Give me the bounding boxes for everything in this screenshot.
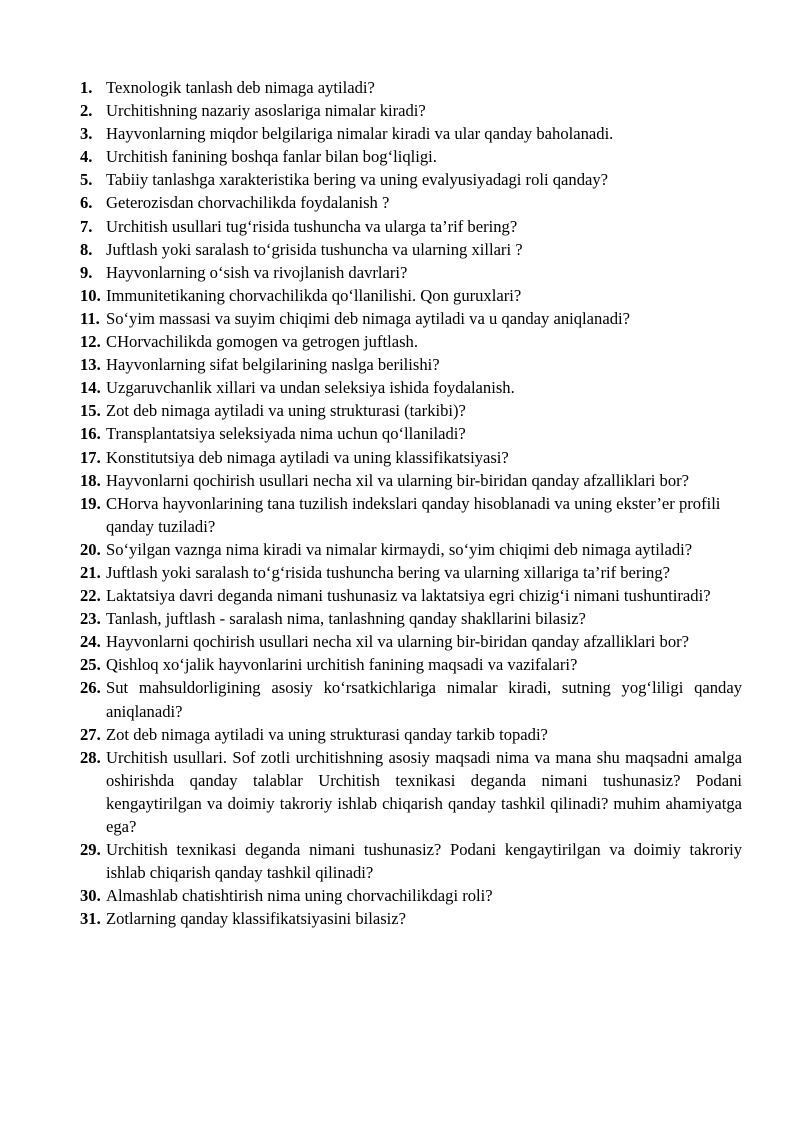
list-item	[80, 446, 742, 469]
item-number: 20.	[80, 539, 101, 559]
list-item	[80, 399, 742, 422]
item-number: 4.	[80, 147, 93, 167]
list-item	[80, 607, 742, 630]
item-number: 10.	[80, 285, 101, 305]
item-number: 2.	[80, 101, 93, 121]
item-number: 23.	[80, 609, 101, 629]
item-text: Hayvonlarni qochirish usullari necha xil va ularning bir-biridan qanday afzalliklari bor?	[106, 632, 690, 652]
item-number: 3.	[80, 124, 93, 144]
item-number: 19.	[80, 493, 101, 513]
item-text: Hayvonlarning o‘sish va rivojlanish davrlari?	[106, 262, 408, 282]
list-item	[80, 653, 742, 676]
item-number: 29.	[80, 840, 101, 860]
item-text: Geterozisdan chorvachilikda foydalanish ?	[106, 193, 390, 213]
item-text: Urchitish fanining boshqa fanlar bilan bog‘liqligi.	[106, 147, 437, 167]
item-text: Urchitish usullari tug‘risida tushuncha va ularga ta’rif bering?	[106, 216, 518, 236]
item-number: 26.	[80, 678, 101, 698]
list-item	[80, 492, 742, 538]
list-item	[80, 76, 742, 99]
list-item	[80, 284, 742, 307]
list-item	[80, 746, 742, 838]
item-text: Tanlash, juftlash - saralash nima, tanlashning qanday shakllarini bilasiz?	[106, 609, 586, 629]
list-item	[80, 168, 742, 191]
list-item	[80, 422, 742, 445]
item-text: Urchitishning nazariy asoslariga nimalar kiradi?	[106, 101, 426, 121]
item-text: Hayvonlarning sifat belgilarining naslga berilishi?	[106, 355, 440, 375]
item-text: Texnologik tanlash deb nimaga aytiladi?	[106, 78, 375, 97]
list-item	[80, 99, 742, 122]
item-text: Hayvonlarni qochirish usullari necha xil va ularning bir-biridan qanday afzalliklari bor?	[106, 470, 690, 490]
item-text: CHorva hayvonlarining tana tuzilish indekslari qanday hisoblanadi va uning ekster’er profili qanday tuziladi?	[106, 493, 721, 536]
item-number: 6.	[80, 193, 93, 213]
item-number: 13.	[80, 355, 101, 375]
item-text: Zotlarning qanday klassifikatsiyasini bilasiz?	[106, 909, 407, 929]
item-number: 9.	[80, 262, 93, 282]
list-item	[80, 215, 742, 238]
item-number: 24.	[80, 632, 101, 652]
item-number: 31.	[80, 909, 101, 929]
list-item	[80, 330, 742, 353]
list-item	[80, 630, 742, 653]
list-item	[80, 122, 742, 145]
list-item	[80, 191, 742, 214]
item-text: So‘yim massasi va suyim chiqimi deb nimaga aytiladi va u qanday aniqlanadi?	[106, 308, 630, 328]
item-text: Laktatsiya davri deganda nimani tushunasiz va laktatsiya egri chizig‘i nimani tushuntiradi?	[106, 586, 711, 606]
item-number: 7.	[80, 216, 93, 236]
list-item	[80, 907, 742, 930]
item-text: Juftlash yoki saralash to‘grisida tushuncha va ularning xillari ?	[106, 239, 523, 259]
item-number: 30.	[80, 886, 101, 906]
item-number: 28.	[80, 747, 101, 767]
list-item	[80, 145, 742, 168]
item-text: Transplantatsiya seleksiyada nima uchun qo‘llaniladi?	[106, 424, 466, 444]
item-number: 21.	[80, 562, 101, 582]
item-text: Zot deb nimaga aytiladi va uning strukturasi qanday tarkib topadi?	[106, 724, 548, 744]
list-item	[80, 584, 742, 607]
item-number: 1.	[80, 78, 93, 97]
list-item	[80, 838, 742, 884]
item-text: Urchitish usullari. Sof zotli urchitishning asosiy maqsadi nima va mana shu maqsadni amalga oshirishda qanday talablar Urchitish texnikasi deganda nimani tushunasiz? Podani kengaytirilgan va doimiy takroriy ishlab chiqarish qanday tashkil qilinadi? muhim ahamiyatga ega?	[106, 747, 742, 836]
list-item	[80, 884, 742, 907]
item-number: 17.	[80, 447, 101, 467]
item-text: Hayvonlarning miqdor belgilariga nimalar kiradi va ular qanday baholanadi.	[106, 124, 614, 144]
question-list	[80, 76, 742, 930]
item-number: 8.	[80, 239, 93, 259]
item-number: 15.	[80, 401, 101, 421]
list-item	[80, 723, 742, 746]
item-number: 12.	[80, 332, 101, 352]
list-item	[80, 561, 742, 584]
item-text: Qishloq xo‘jalik hayvonlarini urchitish fanining maqsadi va vazifalari?	[106, 655, 578, 675]
item-text: Zot deb nimaga aytiladi va uning strukturasi (tarkibi)?	[106, 401, 466, 421]
item-number: 5.	[80, 170, 93, 190]
item-text: Tabiiy tanlashga xarakteristika bering va uning evalyusiyadagi roli qanday?	[106, 170, 609, 190]
item-number: 22.	[80, 586, 101, 606]
list-item	[80, 376, 742, 399]
item-number: 11.	[80, 308, 100, 328]
list-item	[80, 307, 742, 330]
list-item	[80, 353, 742, 376]
list-item	[80, 469, 742, 492]
item-number: 16.	[80, 424, 101, 444]
item-number: 14.	[80, 378, 101, 398]
item-text: Uzgaruvchanlik xillari va undan seleksiya ishida foydalanish.	[106, 378, 515, 398]
list-item	[80, 261, 742, 284]
list-item	[80, 538, 742, 561]
item-text: Sut mahsuldorligining asosiy ko‘rsatkichlariga nimalar kiradi, sutning yog‘liligi qanday aniqlanadi?	[106, 678, 742, 721]
item-text: Immunitetikaning chorvachilikda qo‘llanilishi. Qon guruxlari?	[106, 285, 522, 305]
list-item	[80, 238, 742, 261]
item-text: So‘yilgan vaznga nima kiradi va nimalar kirmaydi, so‘yim chiqimi deb nimaga aytiladi?	[106, 539, 693, 559]
item-text: Urchitish texnikasi deganda nimani tushunasiz? Podani kengaytirilgan va doimiy takroriy ishlab chiqarish qanday tashkil qilinadi?	[106, 840, 742, 883]
item-text: CHorvachilikda gomogen va getrogen juftlash.	[106, 332, 418, 352]
item-number: 25.	[80, 655, 101, 675]
item-text: Juftlash yoki saralash to‘g‘risida tushuncha bering va ularning xillariga ta’rif bering?	[106, 562, 671, 582]
item-number: 27.	[80, 724, 101, 744]
item-text: Konstitutsiya deb nimaga aytiladi va uning klassifikatsiyasi?	[106, 447, 509, 467]
list-item	[80, 676, 742, 722]
item-number: 18.	[80, 470, 101, 490]
item-text: Almashlab chatishtirish nima uning chorvachilikdagi roli?	[106, 886, 493, 906]
